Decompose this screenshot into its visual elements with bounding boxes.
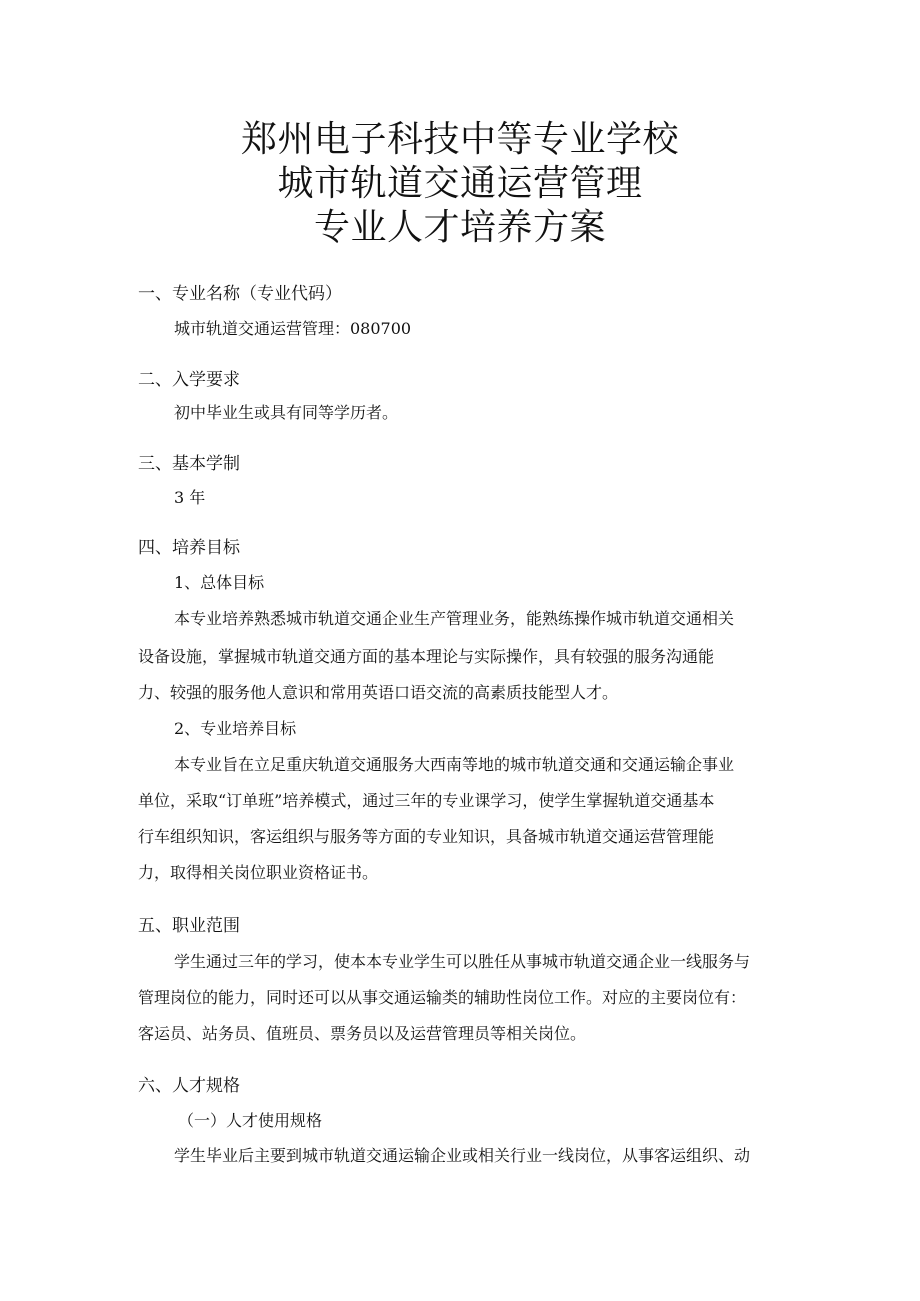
document-title [0,118,920,250]
section-heading: 四、培养目标 [138,538,240,558]
paragraph-line: 单位，采取“订单班”培养模式，通过三年的专业课学习，使学生掌握轨道交通基本 [138,791,715,810]
paragraph-line: 学生毕业后主要到城市轨道交通运输企业或相关行业一线岗位，从事客运组织、动 [174,1146,751,1165]
major-code-text: 城市轨道交通运营管理：080700 [174,319,412,338]
paragraph-line: 本专业培养熟悉城市轨道交通企业生产管理业务，能熟练操作城市轨道交通相关 [174,609,735,628]
admission-text: 初中毕业生或具有同等学历者。 [174,403,399,422]
section-heading: 二、入学要求 [138,370,240,390]
section-heading: 六、人才规格 [138,1076,240,1096]
section-heading: 五、职业范围 [138,916,240,936]
paragraph-line: 力、较强的服务他人意识和常用英语口语交流的高素质技能型人才。 [138,683,619,702]
subheading-specific-goal: 2、专业培养目标 [174,719,297,738]
paragraph-line: 管理岗位的能力，同时还可以从事交通运输类的辅助性岗位工作。对应的主要岗位有： [138,988,747,1007]
title-major: 城市轨道交通运营管理 [277,163,643,204]
section-heading: 一、专业名称（专业代码） [138,284,342,304]
paragraph-line: 本专业旨在立足重庆轨道交通服务大西南等地的城市轨道交通和交通运输企事业 [174,755,735,774]
paragraph-line: 学生通过三年的学习，使本本专业学生可以胜任从事城市轨道交通企业一线服务与 [174,952,751,971]
paragraph-line: 行车组织知识，客运组织与服务等方面的专业知识，具备城市轨道交通运营管理能 [138,827,715,846]
subheading-usage-specs: （一）人才使用规格 [178,1111,323,1130]
title-plan: 专业人才培养方案 [313,207,606,248]
subheading-overall-goal: 1、总体目标 [174,573,265,592]
title-school: 郑州电子科技中等专业学校 [240,119,679,160]
paragraph-line: 客运员、站务员、值班员、票务员以及运营管理员等相关岗位。 [138,1024,587,1043]
paragraph-line: 设备设施，掌握城市轨道交通方面的基本理论与实际操作，具有较强的服务沟通能 [138,647,715,666]
paragraph-line: 力，取得相关岗位职业资格证书。 [138,863,379,882]
duration-text: 3 年 [174,488,206,507]
section-heading: 三、基本学制 [138,454,240,474]
